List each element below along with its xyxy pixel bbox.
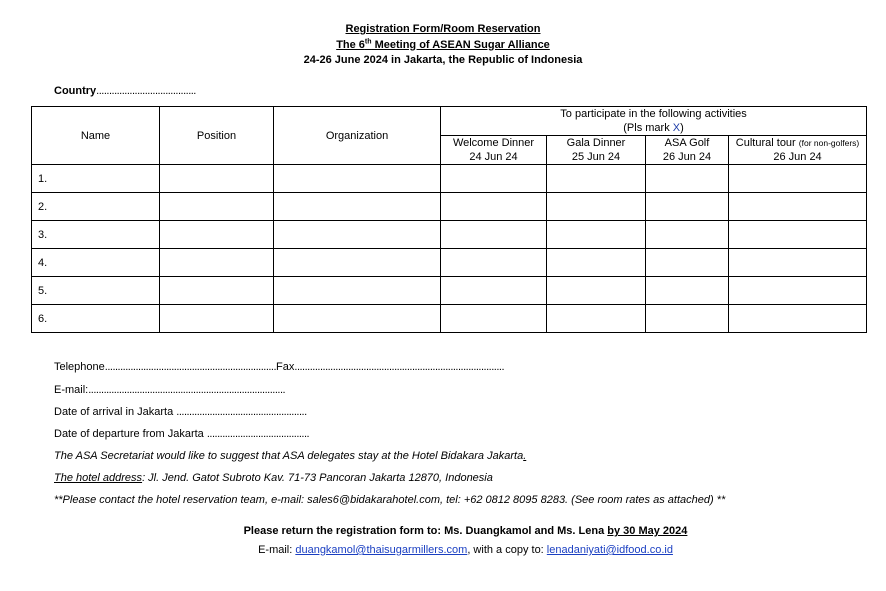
organization-cell[interactable] [274, 249, 441, 277]
gala-dinner-cell[interactable] [547, 249, 646, 277]
table-row [32, 277, 867, 305]
cultural-tour-cell[interactable] [729, 277, 867, 305]
gala-dinner-cell[interactable] [547, 277, 646, 305]
fax-dots: .................................................................................. [294, 361, 504, 373]
footer-emails: E-mail: duangkamol@thaisugarmillers.com, with a copy to: lenadaniyati@idfood.co.id [258, 544, 673, 556]
deadline: by 30 May 2024 [607, 525, 688, 537]
reservation-note: **Please contact the hotel reservation team, e-mail: sales6@bidakarahotel.com, tel: +62 0812 8095 8283. (See room rates as attached) ** [54, 494, 726, 506]
asa-golf-cell[interactable] [646, 165, 729, 193]
col-header-name: Name [32, 107, 160, 165]
cultural-tour-cell[interactable] [729, 249, 867, 277]
row-number: 4. [32, 249, 160, 277]
row-number: 2. [32, 193, 160, 221]
hotel-address: The hotel address: Jl. Jend. Gatot Subroto Kav. 71-73 Pancoran Jakarta 12870, Indonesia [54, 472, 493, 484]
gala-dinner-cell[interactable] [547, 305, 646, 333]
email-line[interactable] [54, 384, 285, 396]
cultural-tour-cell[interactable] [729, 165, 867, 193]
meeting-title: The 6th Meeting of ASEAN Sugar Alliance [336, 37, 550, 51]
welcome-dinner-cell[interactable] [441, 249, 547, 277]
arrival-label: Date of arrival in Jakarta [54, 406, 177, 418]
telephone-label: Telephone [54, 361, 105, 373]
email-dots: ............................................................................. [88, 384, 286, 396]
position-cell[interactable] [160, 277, 274, 305]
position-cell[interactable] [160, 249, 274, 277]
welcome-dinner-cell[interactable] [441, 165, 547, 193]
country-label: Country [54, 85, 97, 97]
hotel-suggestion: The ASA Secretariat would like to suggest that ASA delegates stay at the Hotel Bidakara Jakarta. [54, 450, 527, 462]
position-cell[interactable] [160, 221, 274, 249]
position-cell[interactable] [160, 165, 274, 193]
organization-cell[interactable] [274, 193, 441, 221]
departure-label: Date of departure from Jakarta [54, 428, 207, 440]
table-row [32, 221, 867, 249]
asa-golf-cell[interactable] [646, 249, 729, 277]
table-row [32, 305, 867, 333]
asa-golf-cell[interactable] [646, 193, 729, 221]
table-row [32, 165, 867, 193]
table-row [32, 249, 867, 277]
organization-cell[interactable] [274, 277, 441, 305]
gala-dinner-cell[interactable] [547, 221, 646, 249]
col-header-asa-golf: ASA Golf 26 Jun 24 [646, 136, 729, 165]
col-header-cultural-tour: Cultural tour (for non-golfers) 26 Jun 24 [729, 136, 867, 165]
gala-dinner-cell[interactable] [547, 165, 646, 193]
col-header-organization: Organization [274, 107, 441, 165]
position-cell[interactable] [160, 305, 274, 333]
welcome-dinner-cell[interactable] [441, 193, 547, 221]
col-header-gala-dinner: Gala Dinner 25 Jun 24 [547, 136, 646, 165]
registration-table [31, 106, 867, 333]
row-number: 6. [32, 305, 160, 333]
email-link-lena[interactable]: lenadaniyati@idfood.co.id [546, 544, 673, 556]
asa-golf-cell[interactable] [646, 277, 729, 305]
organization-cell[interactable] [274, 305, 441, 333]
return-instructions: Please return the registration form to: Ms. Duangkamol and Ms. Lena by 30 May 2024 [243, 525, 688, 537]
cultural-tour-cell[interactable] [729, 221, 867, 249]
form-title: Registration Form/Room Reservation [345, 23, 541, 35]
hotel-address-label: The hotel address [54, 472, 143, 484]
gala-dinner-cell[interactable] [547, 193, 646, 221]
col-header-activities [441, 107, 867, 136]
email-label: E-mail: [54, 384, 89, 396]
telephone-dots: ................................................................... [104, 361, 277, 373]
row-number: 1. [32, 165, 160, 193]
email-link-duangkamol[interactable]: duangkamol@thaisugarmillers.com [295, 544, 468, 556]
row-number: 5. [32, 277, 160, 305]
mark-x: X [672, 122, 681, 134]
col-header-welcome-dinner: Welcome Dinner 24 Jun 24 [441, 136, 547, 165]
table-row [32, 193, 867, 221]
welcome-dinner-cell[interactable] [441, 221, 547, 249]
asa-golf-cell[interactable] [646, 305, 729, 333]
arrival-line[interactable] [54, 406, 307, 418]
cultural-tour-cell[interactable] [729, 305, 867, 333]
activities-note: (Pls mark X) [623, 122, 684, 134]
cultural-tour-cell[interactable] [729, 193, 867, 221]
telephone-fax-line[interactable] [54, 361, 504, 373]
country-dots: ....................................... [96, 85, 196, 97]
meeting-dates-venue: 24-26 June 2024 in Jakarta, the Republic of Indonesia [303, 54, 583, 66]
departure-line[interactable] [54, 428, 309, 440]
asa-golf-cell[interactable] [646, 221, 729, 249]
position-cell[interactable] [160, 193, 274, 221]
organization-cell[interactable] [274, 221, 441, 249]
organization-cell[interactable] [274, 165, 441, 193]
fax-label: Fax [276, 361, 295, 373]
activities-title: To participate in the following activities [560, 108, 747, 120]
departure-dots: ........................................ [206, 428, 310, 440]
welcome-dinner-cell[interactable] [441, 305, 547, 333]
form-header [0, 22, 886, 69]
country-field[interactable] [54, 85, 196, 97]
welcome-dinner-cell[interactable] [441, 277, 547, 305]
row-number: 3. [32, 221, 160, 249]
arrival-dots: ................................................... [176, 406, 307, 418]
col-header-position: Position [160, 107, 274, 165]
